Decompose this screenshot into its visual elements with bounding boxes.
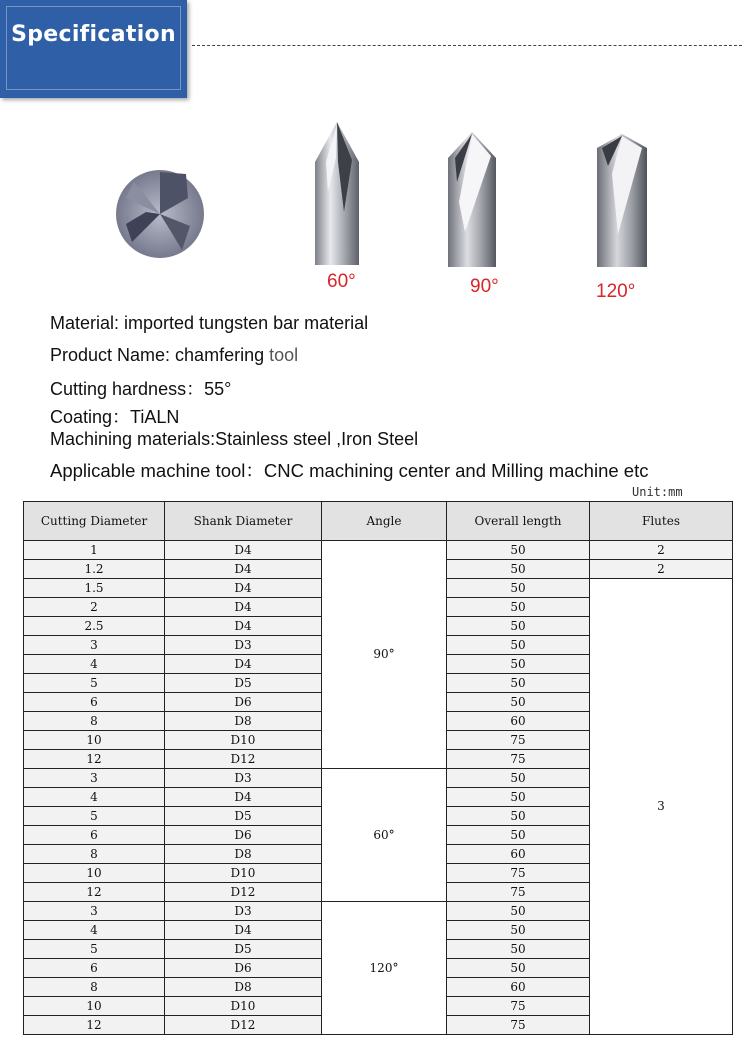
cell-overall-length: 60 xyxy=(447,978,590,997)
cell-overall-length: 50 xyxy=(447,693,590,712)
cell-overall-length: 50 xyxy=(447,959,590,978)
header-divider xyxy=(192,45,742,46)
tool-90-image xyxy=(447,132,497,267)
spec-machining-materials: Machining materials:Stainless steel ,Iron Steel xyxy=(50,429,419,449)
cell-overall-length: 50 xyxy=(447,674,590,693)
cell-cutting-diameter: 10 xyxy=(24,864,165,883)
header-overall-length: Overall length xyxy=(447,502,590,541)
cell-overall-length: 50 xyxy=(447,598,590,617)
cell-cutting-diameter: 4 xyxy=(24,655,165,674)
cell-shank-diameter: D4 xyxy=(165,560,322,579)
spec-machine-tool: Applicable machine tool：CNC machining center and Milling machine etc xyxy=(50,460,649,481)
cell-cutting-diameter: 8 xyxy=(24,712,165,731)
header-flutes: Flutes xyxy=(590,502,733,541)
cell-shank-diameter: D6 xyxy=(165,959,322,978)
cell-shank-diameter: D4 xyxy=(165,598,322,617)
cell-overall-length: 60 xyxy=(447,845,590,864)
cell-overall-length: 50 xyxy=(447,826,590,845)
cell-cutting-diameter: 12 xyxy=(24,1016,165,1035)
cell-shank-diameter: D8 xyxy=(165,978,322,997)
cell-angle: 60° xyxy=(322,769,447,902)
cell-cutting-diameter: 5 xyxy=(24,674,165,693)
cell-overall-length: 60 xyxy=(447,712,590,731)
cell-overall-length: 50 xyxy=(447,807,590,826)
cell-cutting-diameter: 2 xyxy=(24,598,165,617)
cell-shank-diameter: D10 xyxy=(165,864,322,883)
cell-cutting-diameter: 10 xyxy=(24,997,165,1016)
cell-cutting-diameter: 1.2 xyxy=(24,560,165,579)
cell-overall-length: 50 xyxy=(447,560,590,579)
cell-overall-length: 50 xyxy=(447,636,590,655)
cell-overall-length: 50 xyxy=(447,579,590,598)
spec-product-name xyxy=(50,345,298,366)
cell-cutting-diameter: 8 xyxy=(24,845,165,864)
section-header-badge xyxy=(0,0,187,98)
spec-product-name-prefix: Product Name: chamfering xyxy=(50,345,270,365)
cell-shank-diameter: D12 xyxy=(165,750,322,769)
cell-cutting-diameter: 4 xyxy=(24,921,165,940)
cell-shank-diameter: D12 xyxy=(165,1016,322,1035)
cell-cutting-diameter: 6 xyxy=(24,826,165,845)
header-badge-frame xyxy=(6,6,181,90)
cell-overall-length: 75 xyxy=(447,883,590,902)
cell-cutting-diameter: 2.5 xyxy=(24,617,165,636)
cell-flutes: 2 xyxy=(590,541,733,560)
table-body xyxy=(24,541,733,1035)
cell-cutting-diameter: 5 xyxy=(24,807,165,826)
cell-overall-length: 75 xyxy=(447,731,590,750)
cell-shank-diameter: D4 xyxy=(165,788,322,807)
cell-overall-length: 75 xyxy=(447,1016,590,1035)
cell-angle: 120° xyxy=(322,902,447,1035)
spec-material: Material: imported tungsten bar material xyxy=(50,313,369,333)
spec-table xyxy=(23,501,733,1035)
section-title: Specification xyxy=(11,22,176,47)
cell-shank-diameter: D4 xyxy=(165,921,322,940)
cell-shank-diameter: D5 xyxy=(165,940,322,959)
cell-shank-diameter: D10 xyxy=(165,997,322,1016)
cell-cutting-diameter: 3 xyxy=(24,902,165,921)
cell-shank-diameter: D5 xyxy=(165,807,322,826)
spec-hardness: Cutting hardness：55° xyxy=(50,379,232,399)
cell-cutting-diameter: 1 xyxy=(24,541,165,560)
cell-cutting-diameter: 6 xyxy=(24,693,165,712)
cell-shank-diameter: D5 xyxy=(165,674,322,693)
cell-cutting-diameter: 10 xyxy=(24,731,165,750)
cell-overall-length: 75 xyxy=(447,864,590,883)
table-header-row xyxy=(24,502,733,541)
cell-shank-diameter: D3 xyxy=(165,902,322,921)
unit-label: Unit:mm xyxy=(632,485,683,499)
cell-overall-length: 50 xyxy=(447,655,590,674)
cell-shank-diameter: D6 xyxy=(165,826,322,845)
cell-shank-diameter: D8 xyxy=(165,845,322,864)
cell-overall-length: 50 xyxy=(447,541,590,560)
cell-shank-diameter: D6 xyxy=(165,693,322,712)
cell-overall-length: 50 xyxy=(447,940,590,959)
cell-cutting-diameter: 8 xyxy=(24,978,165,997)
cell-overall-length: 50 xyxy=(447,921,590,940)
cell-flutes: 2 xyxy=(590,560,733,579)
header-angle: Angle xyxy=(322,502,447,541)
tool-120-image xyxy=(596,134,648,267)
cell-shank-diameter: D4 xyxy=(165,655,322,674)
header-shank-diameter: Shank Diameter xyxy=(165,502,322,541)
spec-product-name-suffix: tool xyxy=(269,345,299,365)
cell-cutting-diameter: 4 xyxy=(24,788,165,807)
table-row xyxy=(24,541,733,560)
cell-shank-diameter: D4 xyxy=(165,617,322,636)
cell-overall-length: 50 xyxy=(447,769,590,788)
cell-angle: 90° xyxy=(322,541,447,769)
cell-cutting-diameter: 3 xyxy=(24,636,165,655)
tool-60-image xyxy=(314,122,360,265)
cell-shank-diameter: D8 xyxy=(165,712,322,731)
cell-cutting-diameter: 12 xyxy=(24,750,165,769)
cell-cutting-diameter: 5 xyxy=(24,940,165,959)
cell-shank-diameter: D4 xyxy=(165,541,322,560)
cell-overall-length: 75 xyxy=(447,750,590,769)
tool-end-view-image xyxy=(112,168,208,260)
cell-overall-length: 50 xyxy=(447,902,590,921)
cell-overall-length: 50 xyxy=(447,617,590,636)
cell-cutting-diameter: 1.5 xyxy=(24,579,165,598)
angle-label-90: 90° xyxy=(470,276,499,297)
cell-shank-diameter: D3 xyxy=(165,769,322,788)
cell-shank-diameter: D4 xyxy=(165,579,322,598)
cell-shank-diameter: D12 xyxy=(165,883,322,902)
cell-shank-diameter: D3 xyxy=(165,636,322,655)
cell-cutting-diameter: 3 xyxy=(24,769,165,788)
header-cutting-diameter: Cutting Diameter xyxy=(24,502,165,541)
angle-label-60: 60° xyxy=(327,271,356,292)
cell-shank-diameter: D10 xyxy=(165,731,322,750)
cell-overall-length: 50 xyxy=(447,788,590,807)
cell-overall-length: 75 xyxy=(447,997,590,1016)
cell-cutting-diameter: 12 xyxy=(24,883,165,902)
angle-label-120: 120° xyxy=(596,281,636,302)
spec-coating: Coating：TiALN xyxy=(50,407,180,427)
cell-flutes: 3 xyxy=(590,579,733,1035)
cell-cutting-diameter: 6 xyxy=(24,959,165,978)
